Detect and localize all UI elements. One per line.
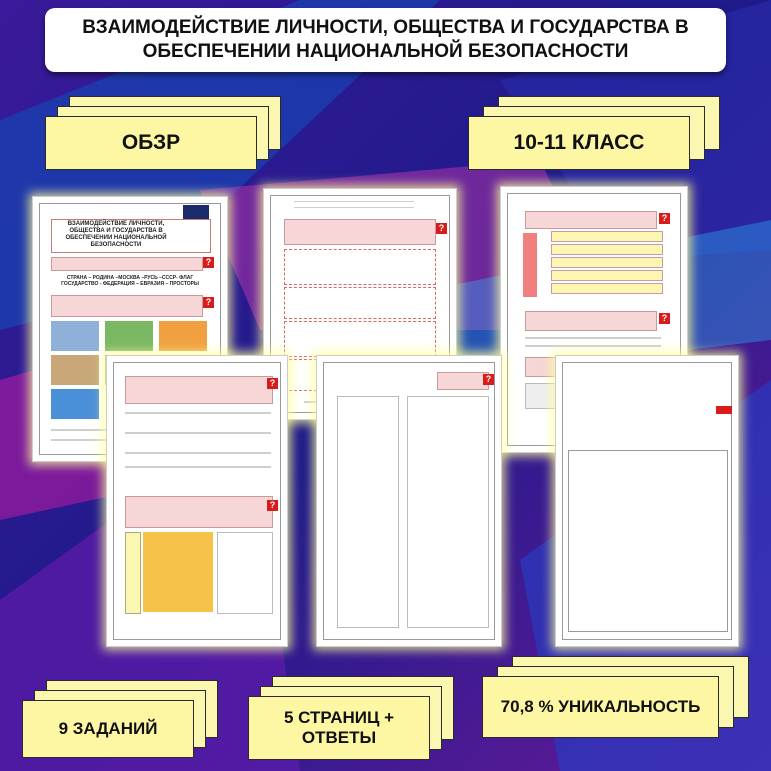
priorities-label [125,532,141,614]
picture-un-flag [51,389,99,419]
pages-text: 5 СТРАНИЦ + ОТВЕТЫ [283,708,395,747]
uniqueness-label [482,676,719,738]
picture-mountains [51,321,99,351]
uniqueness-text: 70,8 % УНИКАЛЬНОСТЬ [500,697,701,716]
priorities-answers [217,532,273,614]
header-line [294,201,414,202]
page-1-heading: ВЗАИМОДЕЙСТВИЕ ЛИЧНОСТИ, ОБЩЕСТВА И ГОСУДАРСТВА В ОБЕСПЕЧЕНИИ НАЦИОНАЛЬНОЙ БЕЗОПАСНОСТИ [65,221,167,248]
task-bar [51,257,203,271]
answers-table [568,450,728,632]
question-icon: ? [267,500,278,511]
task-bar [51,295,203,317]
text-section [284,321,436,357]
match-right [407,396,489,628]
subject-label [45,116,257,170]
task-bar [525,211,657,229]
task-bar [125,376,273,404]
cluster-box [551,270,663,281]
answer-line [525,337,661,339]
text-section [284,249,436,285]
cluster-box [551,283,663,294]
worksheet-page-6 [555,355,739,647]
text-line [125,466,271,468]
page-title: ВЗАИМОДЕЙСТВИЕ ЛИЧНОСТИ, ОБЩЕСТВА И ГОСУДАРСТВА В ОБЕСПЕЧЕНИИ НАЦИОНАЛЬНОЙ БЕЗОПАСНОСТИ [82,17,689,62]
text-section [284,287,436,319]
task-bar [437,372,489,390]
picture-oil-rig [159,321,207,351]
uniqueness-label-stack [482,656,762,746]
tasks-text: 9 ЗАДАНИЙ [58,719,158,738]
task-bar [525,311,657,331]
page-logo [183,205,209,219]
picture-valley [105,321,153,351]
header-line [294,207,414,208]
tasks-label-stack [22,680,232,760]
text-line [125,412,271,414]
question-icon: ? [203,257,214,268]
task-bar [284,219,436,245]
grade-label [468,116,690,170]
grade-text: 10-11 КЛАСС [513,131,645,154]
question-icon: ? [203,297,214,308]
pages-label [248,696,430,760]
subject-text: ОБЗР [121,131,181,154]
question-icon: ? [267,378,278,389]
question-icon: ? [659,213,670,224]
subject-label-stack [45,96,285,176]
grade-label-stack [468,96,728,176]
page-title-box [45,8,726,72]
task-bar [125,496,273,528]
worksheet-page-5 [316,355,502,647]
answer-line [525,345,661,347]
text-line [125,432,271,434]
picture-map [51,355,99,385]
worksheet-page-4 [106,355,288,647]
match-left [337,396,399,628]
cluster-label [523,233,537,297]
cluster-box [551,257,663,268]
cluster-box [551,231,663,242]
page-1-word-list: СТРАНА – РОДИНА –МОСКВА –РУСЬ –СССР- ФЛАГ ГОСУДАРСТВО - ФЕДЕРАЦИЯ – ЕВРАЗИЯ – ПРОСТОРЫ [61,275,199,287]
question-icon: ? [436,223,447,234]
question-icon: ? [659,313,670,324]
pages-label-stack [248,676,468,766]
text-line [125,452,271,454]
priorities-list [143,532,213,612]
question-icon: ? [483,374,494,385]
red-bar [716,406,732,414]
cluster-box [551,244,663,255]
tasks-label [22,700,194,758]
